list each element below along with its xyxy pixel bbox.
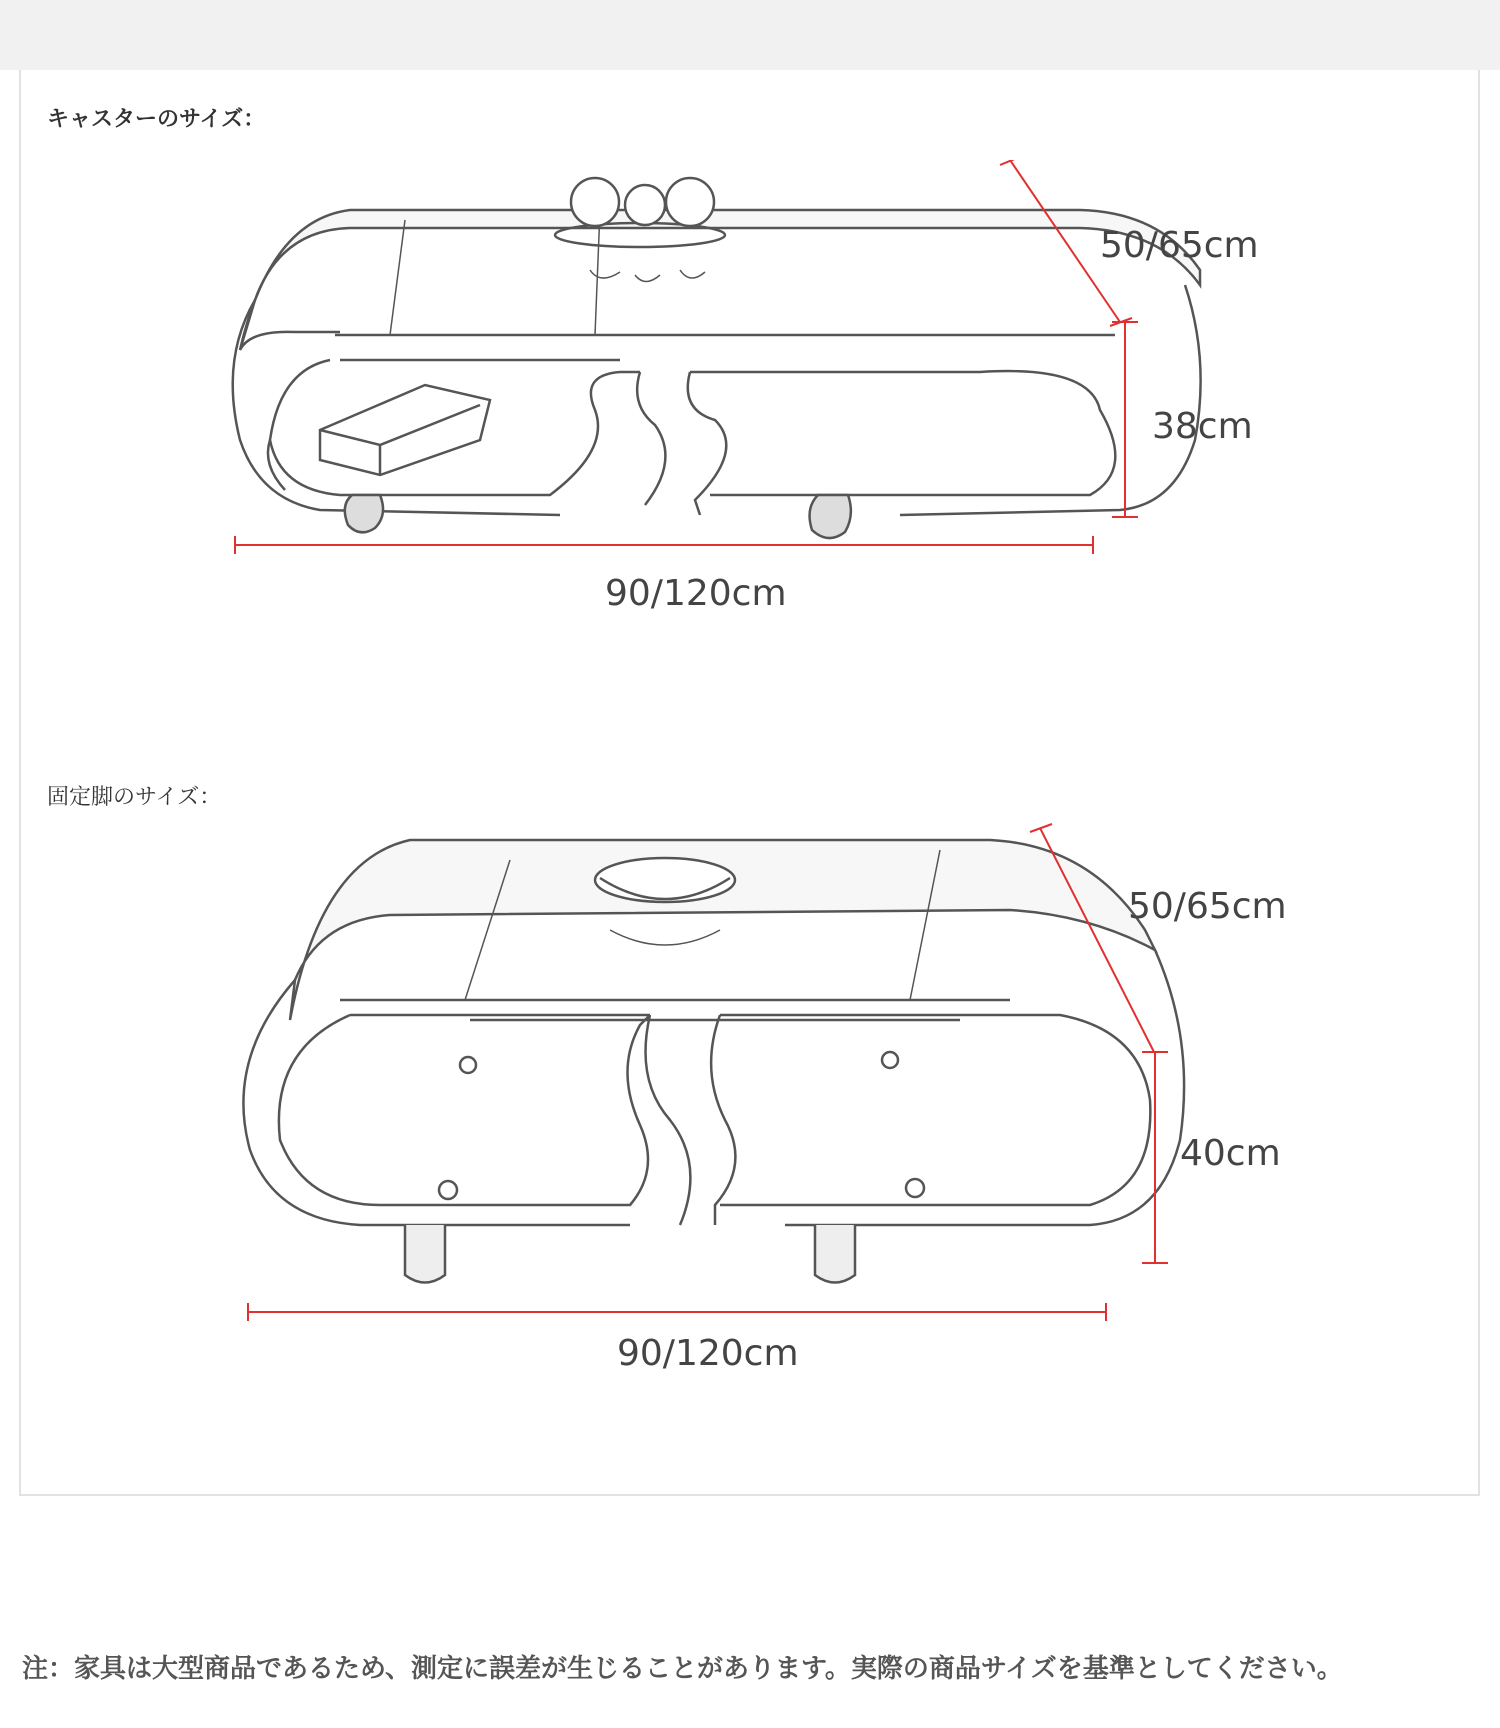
fixed-depth-value: 50/65cm — [1128, 886, 1287, 927]
caster-width-value: 90/120cm — [605, 573, 787, 614]
top-bar — [0, 0, 1500, 70]
fixed-leg-table-diagram — [210, 820, 1310, 1380]
caster-table-sketch — [233, 178, 1201, 538]
caster-table-diagram — [200, 160, 1300, 670]
caster-size-label: キャスターのサイズ： — [47, 107, 266, 132]
measurement-note: 注：家具は大型商品であるため、測定に誤差が生じることがあります。実際の商品サイズを基準としてください。 — [22, 1654, 1343, 1684]
caster-height-value: 38cm — [1152, 406, 1253, 447]
fixed-width-value: 90/120cm — [617, 1333, 799, 1374]
fixed-leg-size-label: 固定脚のサイズ： — [47, 785, 222, 810]
caster-height-dimension — [1112, 322, 1138, 517]
fixed-height-value: 40cm — [1180, 1133, 1281, 1174]
caster-depth-value: 50/65cm — [1100, 225, 1259, 266]
fixed-width-dimension — [248, 1303, 1106, 1321]
fixed-leg-table-sketch — [243, 840, 1184, 1283]
caster-width-dimension — [235, 536, 1093, 554]
